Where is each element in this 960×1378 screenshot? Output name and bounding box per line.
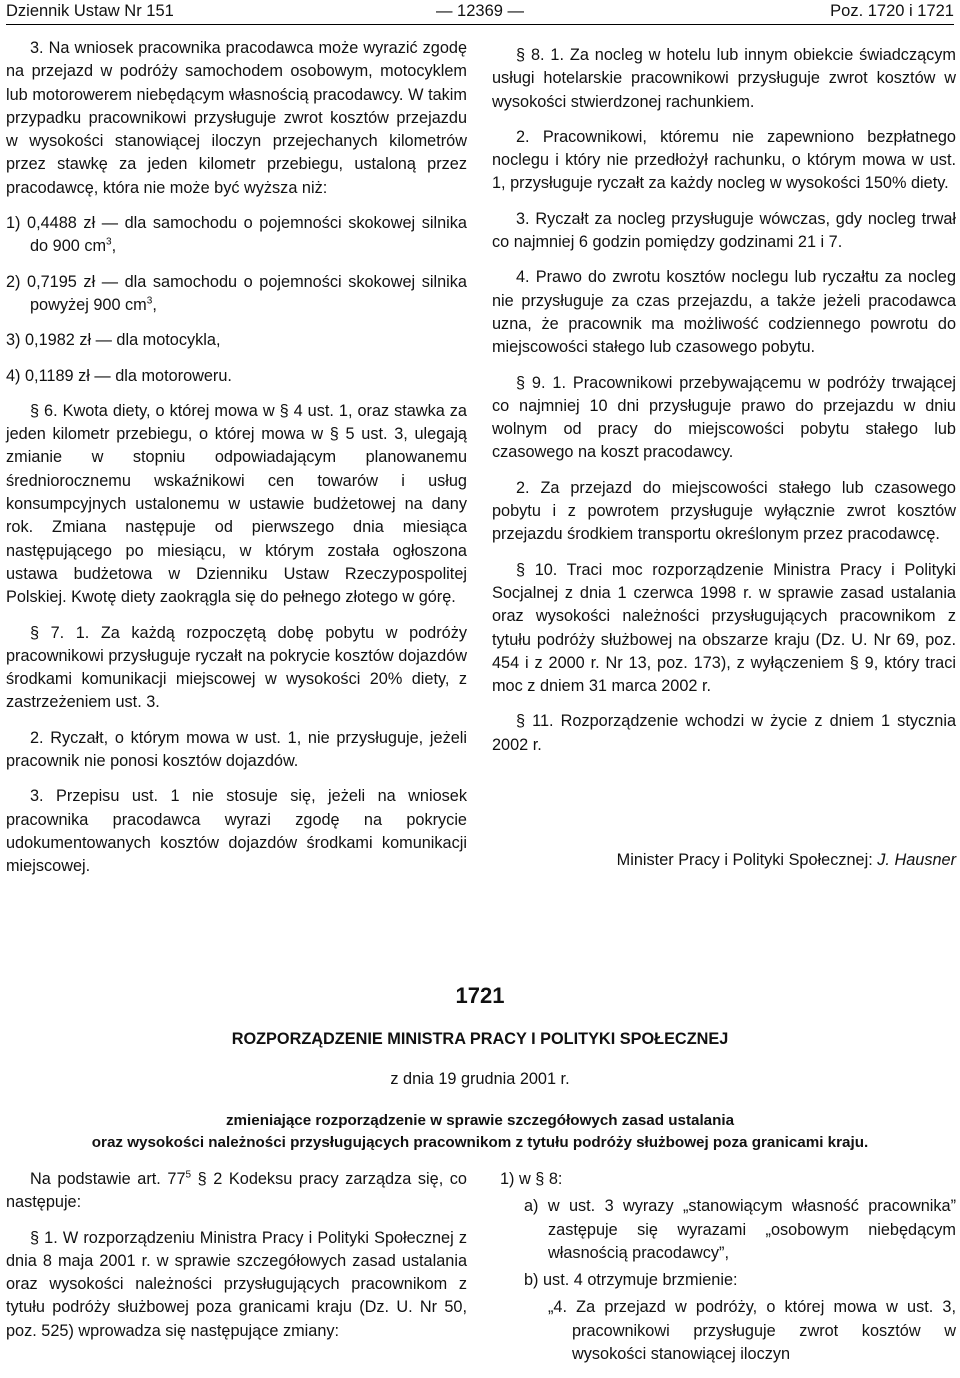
paragraph: 3. Przepisu ust. 1 nie stosuje się, jeżeli na wniosek pracownika pracodawca wyrazi zgodę na pokrycie udokumentowanych kosztów dojazdów środkami komunikacji miejscowej. — [6, 787, 467, 876]
bottom-right-column — [500, 1168, 956, 1378]
list-item-punct: , — [152, 295, 157, 314]
list-item-punct: , — [111, 237, 117, 256]
list-item: 3) 0,1982 zł — dla motocykla, — [6, 331, 221, 350]
paragraph: 2. Ryczałt, o którym mowa w ust. 1, nie przysługuje, jeżeli pracownik nie ponosi kosztów dojazdów. — [6, 728, 467, 771]
bottom-left-column — [6, 1168, 467, 1355]
act-title: ROZPORZĄDZENIE MINISTRA PRACY I POLITYKI SPOŁECZNEJ — [231, 1030, 729, 1048]
header-rule — [6, 24, 954, 25]
list-item-text: 2) 0,7195 zł — dla samochodu o pojemności skokowej silnika powyżej 900 cm — [6, 272, 467, 314]
list-item: 4) 0,1189 zł — dla motoroweru. — [6, 366, 232, 385]
signature-prefix: Minister Pracy i Polityki Społecznej: — [616, 851, 878, 869]
paragraph: § 10. Traci moc rozporządzenie Ministra Pracy i Polityki Socjalnej z dnia 1 czerwca 1998 r. w sprawie zasad ustalania oraz wysokości należności przysługujących pracownikom z tytułu podróży służbowej na obszarze kraju (Dz. U. Nr 69, poz. 454 i z 2000 r. Nr 13, poz. 173), z wyłączeniem § 9, który traci moc z dniem 31 marca 2002 r. — [492, 560, 956, 696]
paragraph: § 11. Rozporządzenie wchodzi w życie z dniem 1 stycznia 2002 r. — [492, 712, 956, 754]
superscript: 3 — [106, 236, 112, 248]
page-number: — 12369 — — [435, 2, 525, 20]
act-subtitle — [0, 1110, 960, 1154]
page-header — [6, 0, 954, 22]
quoted-text: „4. Za przejazd w podróży, o której mowa w ust. 3, pracownikowi przysługuje zwrot kosztów w wysokości stanowiącej iloczyn — [548, 1298, 956, 1364]
paragraph: 3. Na wniosek pracownika pracodawca może wyrazić zgodę na przejazd w podróży samochodem osobowym, motocyklem lub motorowerem niebędącym własnością pracodawcy. W takim przypadku pracownikowi przysługuje zwrot kosztów przejazdu w wysokości stanowiącej iloczyn przejechanych kilometrów przez stawkę za jeden kilometr przebiegu, ustaloną przez pracodawcę, która nie może być wyższa niż: — [6, 39, 467, 197]
act-number: 1721 — [455, 983, 505, 1008]
act-subtitle-line: zmieniające rozporządzenie w sprawie szczegółowych zasad ustalania — [225, 1112, 735, 1129]
act-date: z dnia 19 grudnia 2001 r. — [390, 1070, 570, 1088]
list-item — [6, 271, 467, 318]
right-column — [492, 44, 956, 769]
signature — [617, 851, 956, 870]
paragraph: § 9. 1. Pracownikowi przebywającemu w podróży trwającej co najmniej 10 dni przysługuje prawo do przejazdu w dniu wolnym od pracy do miejscowości pobytu stałego lub czasowego na koszt pracodawcy. — [492, 373, 956, 462]
paragraph — [6, 1168, 467, 1215]
superscript: 3 — [146, 295, 153, 307]
superscript: 5 — [185, 1169, 192, 1181]
paragraph: § 1. W rozporządzeniu Ministra Pracy i Polityki Społecznej z dnia 8 maja 2001 r. w sprawie szczegółowych zasad ustalania oraz wysokości należności przysługujących pracownikom z tytułu podróży służbowej poza granicami kraju (Dz. U. Nr 50, poz. 525) wprowadza się następujące zmiany: — [6, 1228, 467, 1340]
list-item: b) ust. 4 otrzymuje brzmienie: — [524, 1271, 738, 1290]
paragraph: 2. Za przejazd do miejscowości stałego lub czasowego pobytu i z powrotem przysługuje wyłącznie zwrot kosztów przejazdu środkiem transportu określonym przez pracodawcę. — [492, 478, 956, 544]
paragraph: § 7. 1. Za każdą rozpoczętą dobę pobytu w podróży pracownikowi przysługuje ryczałt na pokrycie kosztów dojazdów środkami komunikacji miejscowej w wysokości 20% diety, z zastrzeżeniem ust. 3. — [6, 623, 467, 712]
signature-name: J. Hausner — [877, 851, 956, 869]
paragraph: § 6. Kwota diety, o której mowa w § 4 ust. 1, oraz stawka za jeden kilometr przebiegu, o której mowa w § 5 ust. 3, ulegają zmianie w stopniu odpowiadającym planowanemu średniorocznemu wskaźnikowi cen towarów i usług konsumpcyjnych ustalonemu w ustawie budżetowej na dany rok. Zmiana następuje od pierwszego dnia miesiąca następującego po miesiącu, w którym została ogłoszona ustawa budżetowa w Dzienniku Ustaw Rzeczypospolitej Polskiej. Kwotę diety zaokrągla się do pełnego złotego w górę. — [6, 401, 467, 607]
list-item: 1) w § 8: — [500, 1170, 563, 1188]
list-item — [6, 212, 467, 259]
left-column — [6, 37, 467, 891]
list-item: a) w ust. 3 wyrazy „stanowiącym własność pracownika” zastępuje się wyrazami „osobowym niebędącym własnością pracodawcy”, — [524, 1197, 956, 1262]
basis-text-cont: § 2 Kodeksu pracy zarządza się, co następuje: — [6, 1170, 467, 1212]
paragraph: 4. Prawo do zwrotu kosztów noclegu lub ryczałtu za nocleg nie przysługuje za czas przejazdu, a także jeżeli pracodawca uzna, że pracownik ma możliwość codziennego powrotu do miejscowości stałego lub czasowego pobytu. — [492, 268, 956, 357]
journal-title: Dziennik Ustaw Nr 151 — [6, 2, 174, 20]
paragraph: § 8. 1. Za nocleg w hotelu lub innym obiekcie świadczącym usługi hotelarskie pracownikowi przysługuje zwrot kosztów w wysokości stwierdzonej rachunkiem. — [492, 46, 956, 111]
position-ref: Poz. 1720 i 1721 — [830, 2, 954, 20]
paragraph: 2. Pracownikowi, któremu nie zapewniono bezpłatnego noclegu i który nie przedłożył rachunku, o którym mowa w ust. 1, przysługuje ryczałt za każdy nocleg w wysokości 150% diety. — [492, 127, 956, 193]
basis-text: Na podstawie art. 77 — [30, 1170, 186, 1188]
paragraph: 3. Ryczałt za nocleg przysługuje wówczas, gdy nocleg trwał co najmniej 6 godzin pomiędzy godzinami 21 i 7. — [492, 209, 956, 252]
act-subtitle-line: oraz wysokości należności przysługujących pracownikom z tytułu podróży służbowej poza granicami kraju. — [91, 1134, 869, 1151]
list-item-text: 1) 0,4488 zł — dla samochodu o pojemności skokowej silnika do 900 cm — [6, 214, 467, 256]
